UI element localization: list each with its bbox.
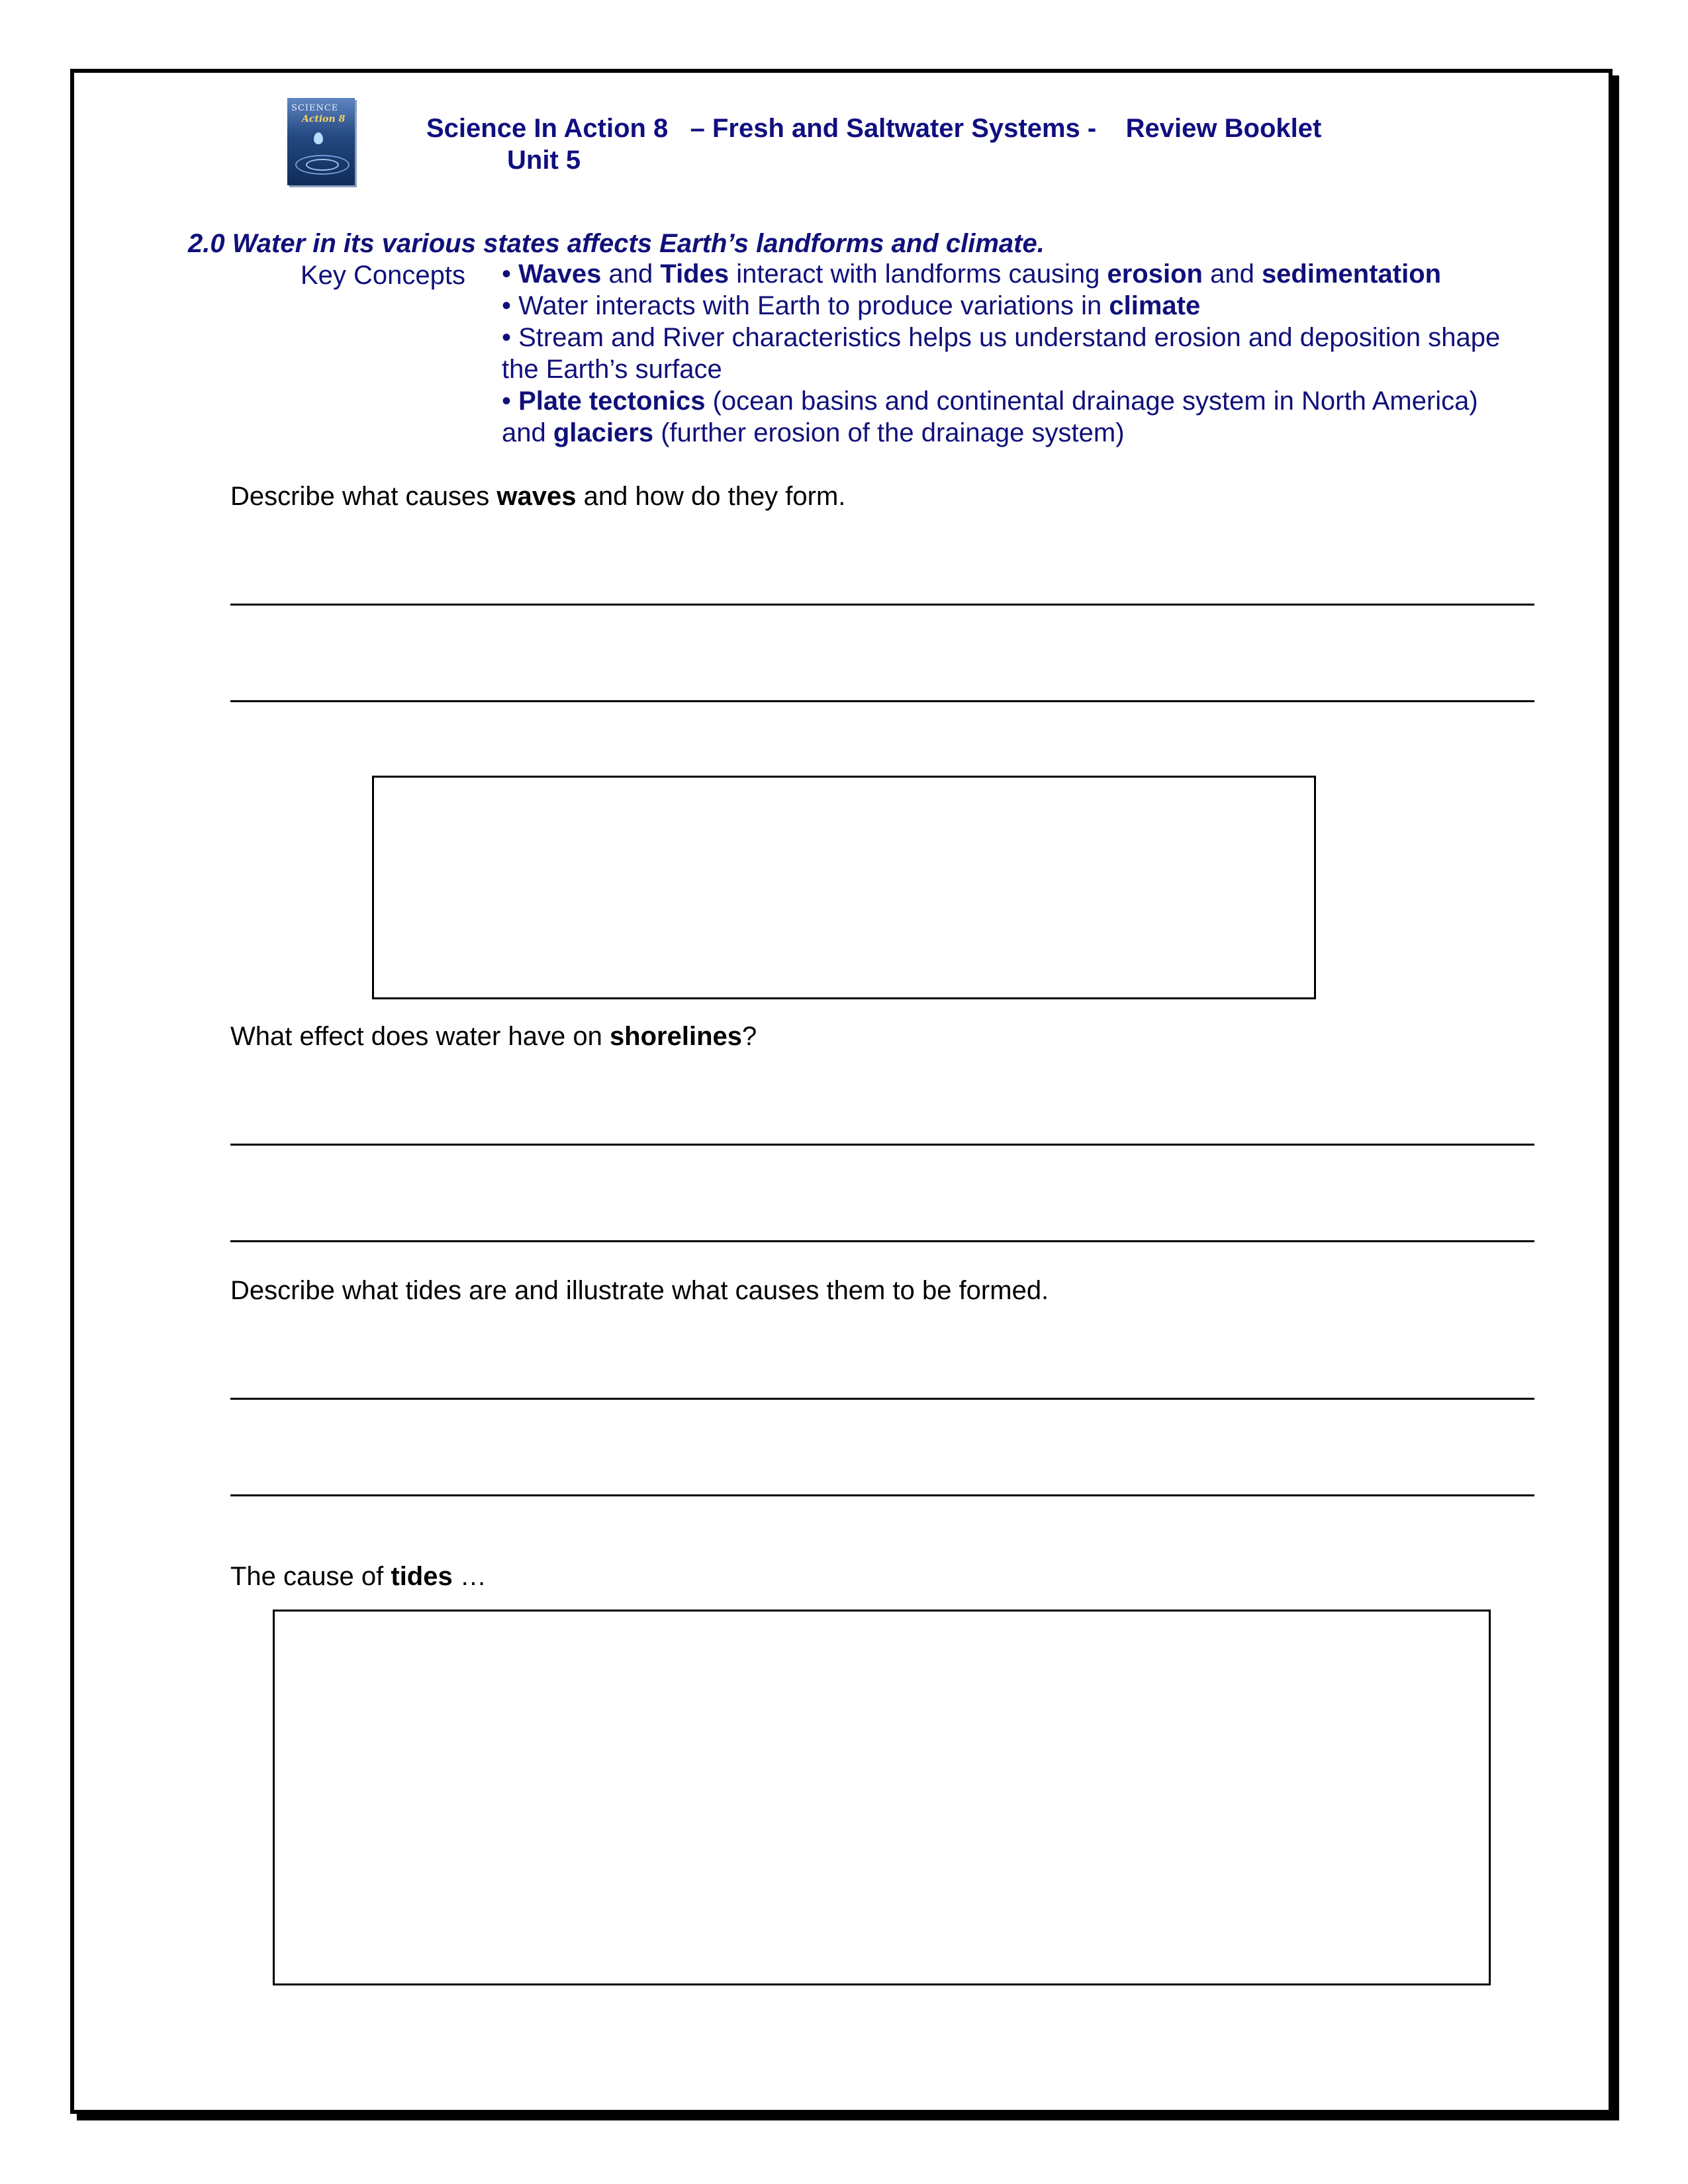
answer-line[interactable] [230, 700, 1534, 702]
question-tides: Describe what tides are and illustrate what causes them to be formed. [230, 1276, 1049, 1305]
cover-subtitle: Action 8 [302, 114, 346, 124]
booklet-title: Science In Action 8 – Fresh and Saltwater Systems - Review Booklet [426, 114, 1322, 143]
textbook-cover-image [287, 98, 355, 185]
concept-1: • Waves and Tides interact with landforms causing erosion and sedimentation [502, 259, 1442, 289]
unit-label: Unit 5 [507, 146, 581, 175]
concept-2: • Water interacts with Earth to produce variations in climate [502, 291, 1201, 320]
ripple-inner-icon [306, 159, 339, 171]
answer-line[interactable] [230, 604, 1534, 606]
water-drop-icon [314, 132, 323, 144]
answer-line[interactable] [230, 1494, 1534, 1496]
answer-line[interactable] [230, 1240, 1534, 1242]
tides-drawing-box[interactable] [273, 1610, 1491, 1985]
question-shorelines: What effect does water have on shorelines? [230, 1022, 757, 1051]
answer-line[interactable] [230, 1398, 1534, 1400]
key-concepts-label: Key Concepts [301, 261, 466, 290]
concept-3-line-2: the Earth’s surface [502, 355, 722, 384]
concept-3-line-1: • Stream and River characteristics helps us understand erosion and deposition shape [502, 323, 1501, 352]
wave-drawing-box[interactable] [372, 776, 1316, 999]
cover-title: SCIENCE [291, 103, 339, 113]
question-waves: Describe what causes waves and how do they form. [230, 482, 846, 511]
concept-4-line-1: • Plate tectonics (ocean basins and continental drainage system in North America) [502, 387, 1478, 416]
answer-line[interactable] [230, 1144, 1534, 1146]
concept-4-line-2: and glaciers (further erosion of the drainage system) [502, 418, 1125, 447]
section-heading: 2.0 Water in its various states affects Earth’s landforms and climate. [188, 229, 1045, 258]
tides-cause-label: The cause of tides … [230, 1562, 487, 1591]
